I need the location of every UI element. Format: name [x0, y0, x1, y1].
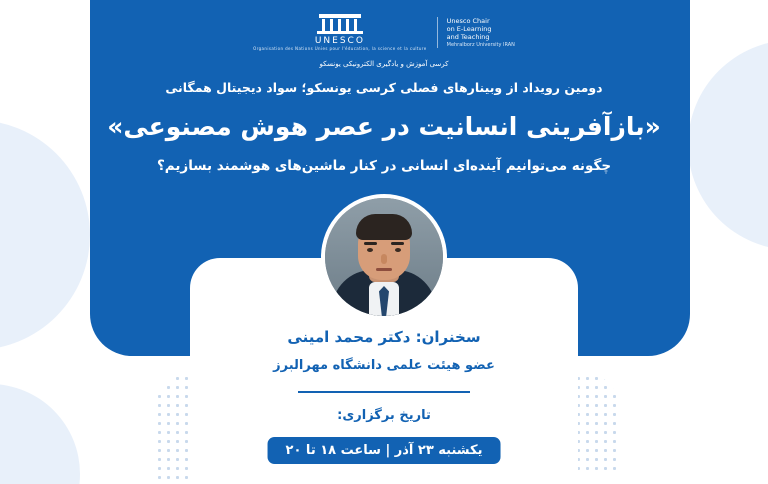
unesco-chair-logo [437, 17, 515, 48]
unesco-wordmark: UNESCO [314, 36, 365, 46]
speaker-avatar [325, 198, 443, 316]
poster-subtitle: چگونه می‌توانیم آینده‌ای انسانی در کنار ماشین‌های هوشمند بسازیم؟ [156, 158, 612, 174]
chair-line-1: Unesco Chair [446, 17, 490, 26]
decorative-blob-right [688, 40, 768, 250]
date-badge: یکشنبه ۲۳ آذر | ساعت ۱۸ تا ۲۰ [268, 437, 501, 464]
unesco-logo-icon [253, 14, 427, 51]
date-label: تاریخ برگزاری: [337, 408, 431, 423]
logo-lockup [0, 14, 768, 68]
speaker-name: سخنران: دکتر محمد امینی [287, 328, 481, 346]
chair-institution: Mehralborz University IRAN [446, 41, 515, 48]
section-divider [298, 391, 470, 393]
unesco-temple-icon [317, 14, 363, 34]
unesco-subtext: Organisation des Nations Unies pour l'éducation, la science et la culture [253, 46, 427, 51]
chair-line-3: and Teaching [446, 33, 490, 42]
poster-title: «بازآفرینی انسانیت در عصر هوش مصنوعی» [107, 112, 661, 141]
chair-title-farsi: کرسی آموزش و یادگیری الکترونیکی یونسکو [319, 60, 449, 68]
decorative-blob-left [0, 120, 90, 350]
decorative-blob-bottom-left [0, 384, 80, 484]
event-kicker: دومین رویداد از وبینارهای فصلی کرسی یونسکو؛ سواد دیجیتال همگانی [165, 80, 603, 95]
speaker-affiliation: عضو هیئت علمی دانشگاه مهرالبرز [273, 358, 495, 373]
logo-marks [253, 14, 515, 51]
chair-line-2: on E-Learning [446, 25, 492, 34]
